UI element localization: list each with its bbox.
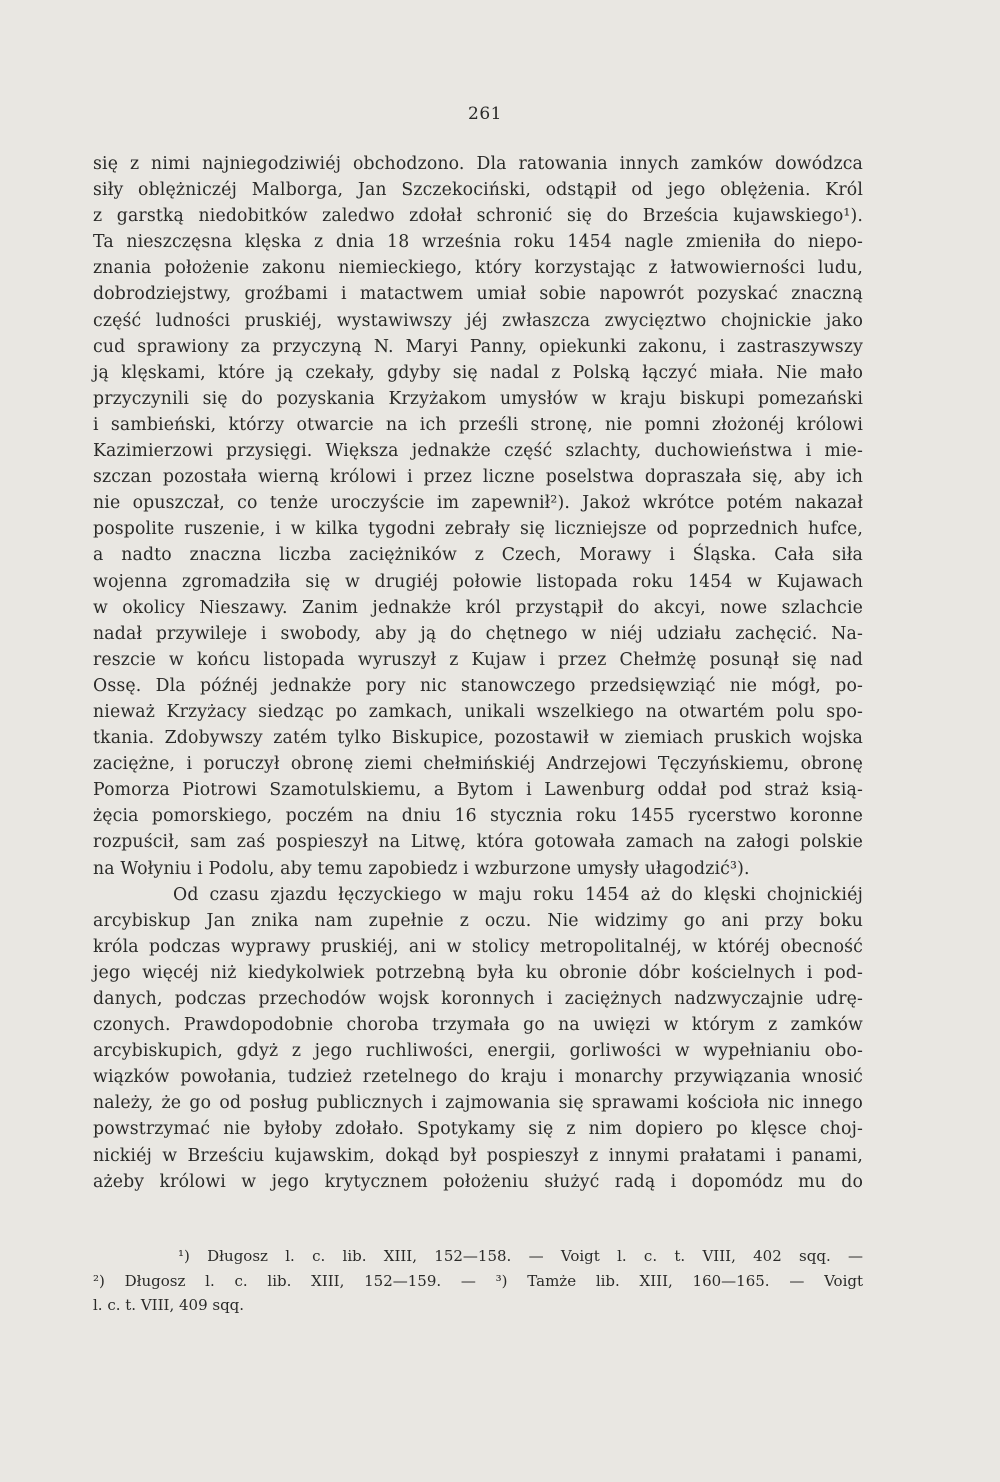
- body-line: wojenna zgromadziła się w drugiéj połowie listopada roku 1454 w Kujawach: [93, 571, 863, 592]
- body-line: pospolite ruszenie, i w kilka tygodni zebrały się liczniejsze od poprzednich hufce,: [93, 519, 863, 540]
- body-line: nadał przywileje i swobody, aby ją do chętnego w niéj udziału zachęcić. Na-: [93, 623, 863, 644]
- body-line: Ossę. Dla późnéj jednakże pory nic stanowczego przedsięwziąć nie mógł, po-: [93, 675, 863, 696]
- body-line: dobrodziejstwy, groźbami i matactwem umiał sobie napowrót pozyskać znaczną: [93, 284, 863, 305]
- body-line: z garstką niedobitków zaledwo zdołał schronić się do Brześcia kujawskiego¹).: [93, 206, 863, 227]
- body-line: nieważ Krzyżacy siedząc po zamkach, unikali wszelkiego na otwartém polu spo-: [93, 701, 863, 722]
- footnote-line: ²) Długosz l. c. lib. XIII, 152—159. — ³) Tamże lib. XIII, 160—165. — Voigt: [93, 1271, 863, 1290]
- body-line: danych, podczas przechodów wojsk koronnych i zaciężnych nadzwyczajnie udrę-: [93, 989, 863, 1009]
- body-line: rozpuścił, sam zaś pospieszył na Litwę, która gotowała zamach na załogi polskie: [93, 832, 863, 853]
- body-line: i sambieński, którzy otwarcie na ich prześli stronę, nie pomni złożonéj królowi: [93, 414, 863, 435]
- body-line: zaciężne, i poruczył obronę ziemi chełmińskiéj Andrzejowi Tęczyńskiemu, obronę: [93, 754, 863, 775]
- body-line: ją klęskami, które ją czekały, gdyby się nadal z Polską łączyć miała. Nie mało: [93, 362, 863, 383]
- footnote-line: l. c. t. VIII, 409 sqq.: [93, 1296, 245, 1314]
- body-line: arcybiskupich, gdyż z jego ruchliwości, energii, gorliwości w wypełnianiu obo-: [93, 1041, 863, 1062]
- body-line: żęcia pomorskiego, poczém na dniu 16 stycznia roku 1455 rycerstwo koronne: [93, 806, 863, 827]
- body-line: tkania. Zdobywszy zatém tylko Biskupice, pozostawił w ziemiach pruskich wojska: [93, 728, 863, 749]
- body-line: jego więcéj niż kiedykolwiek potrzebną była ku obronie dóbr kościelnych i pod-: [93, 962, 863, 983]
- body-line: należy, że go od posług publicznych i zajmowania się sprawami kościoła nic innego: [93, 1093, 863, 1114]
- body-line: wiązków powołania, tudzież rzetelnego do kraju i monarchy przywiązania wnosić: [93, 1067, 863, 1088]
- body-line: Pomorza Piotrowi Szamotulskiemu, a Bytom i Lawenburg oddał pod straż ksią-: [93, 780, 863, 801]
- body-line: króla podczas wyprawy pruskiéj, ani w stolicy metropolitalnéj, w któréj obecność: [93, 936, 863, 957]
- body-line: siły oblężniczéj Malborga, Jan Szczekociński, odstąpił od jego oblężenia. Król: [93, 180, 863, 201]
- body-line: nickiéj w Brześciu kujawskim, dokąd był pospieszył z innymi prałatami i panami,: [93, 1145, 863, 1166]
- body-line: reszcie w końcu listopada wyruszył z Kujaw i przez Chełmżę posunął się nad: [93, 649, 863, 670]
- body-line: na Wołyniu i Podolu, aby temu zapobiedz i wzburzone umysły ułagodzić³).: [93, 858, 750, 879]
- body-line: szczan pozostała wierną królowi i przez liczne poselstwa dopraszała się, aby ich: [93, 467, 863, 488]
- body-line: czonych. Prawdopodobnie choroba trzymała go na uwięzi w którym z zamków: [93, 1015, 863, 1036]
- footnotes: [93, 1244, 863, 1318]
- page-number: 261: [468, 104, 502, 124]
- body-line: arcybiskup Jan znika nam zupełnie z oczu. Nie widzimy go ani przy boku: [93, 910, 863, 931]
- body-text: [93, 151, 863, 1195]
- body-line: część ludności pruskiéj, wystawiwszy jéj zwłaszcza zwycięztwo chojnickie jako: [93, 310, 863, 331]
- body-line: Ta nieszczęsna klęska z dnia 18 września roku 1454 nagle zmieniła do niepo-: [93, 232, 863, 253]
- body-line: Od czasu zjazdu łęczyckiego w maju roku 1454 aż do klęski chojnickiéj: [173, 884, 863, 905]
- footnote-line: ¹) Długosz l. c. lib. XIII, 152—158. — Voigt l. c. t. VIII, 402 sqq. —: [178, 1247, 863, 1265]
- body-line: ażeby królowi w jego krytycznem położeniu służyć radą i dopomódz mu do: [93, 1171, 863, 1192]
- body-line: nie opuszczał, co tenże uroczyście im zapewnił²). Jakoż wkrótce potém nakazał: [93, 493, 863, 514]
- body-line: się z nimi najniegodziwiéj obchodzono. Dla ratowania innych zamków dowódzca: [93, 154, 863, 174]
- body-line: a nadto znaczna liczba zaciężników z Czech, Morawy i Śląska. Cała siła: [93, 545, 863, 566]
- body-line: powstrzymać nie byłoby zdołało. Spotykamy się z nim dopiero po klęsce choj-: [93, 1119, 863, 1140]
- body-line: w okolicy Nieszawy. Zanim jednakże król przystąpił do akcyi, nowe szlachcie: [93, 597, 863, 618]
- body-line: znania położenie zakonu niemieckiego, który korzystając z łatwowierności ludu,: [93, 258, 863, 279]
- body-line: Kazimierzowi przysięgi. Większa jednakże część szlachty, duchowieństwa i mie-: [93, 441, 863, 462]
- body-line: cud sprawiony za przyczyną N. Maryi Panny, opiekunki zakonu, i zastraszywszy: [93, 336, 863, 357]
- body-line: przyczynili się do pozyskania Krzyżakom umysłów w kraju biskupi pomezański: [93, 388, 863, 409]
